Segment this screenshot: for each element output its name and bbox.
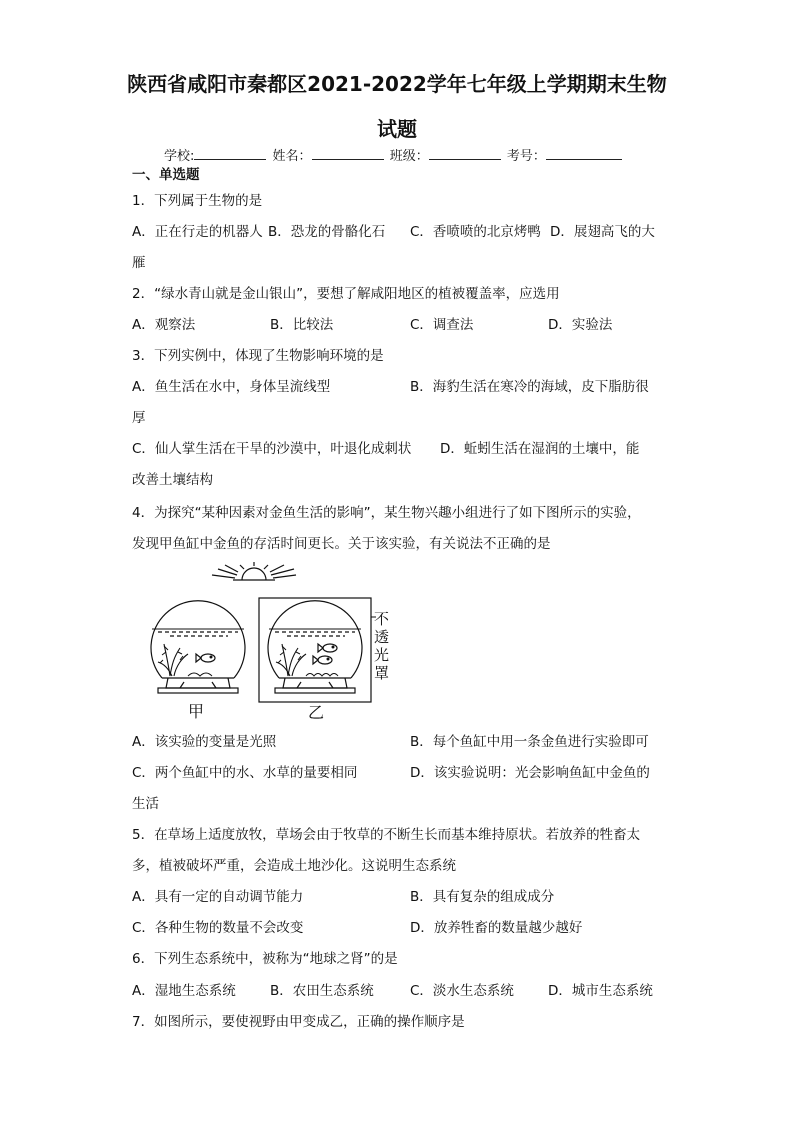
page-title: 陕西省咸阳市秦都区2021-2022学年七年级上学期期末生物 bbox=[127, 72, 667, 96]
opaque-cover-box bbox=[259, 598, 371, 702]
q4-option-c: C．两个鱼缸中的水、水草的量要相同 bbox=[132, 765, 358, 781]
q4-option-b: B．每个鱼缸中用一条金鱼进行实验即可 bbox=[410, 734, 649, 750]
class-label: 班级： bbox=[389, 149, 429, 164]
q1-option-d: D．展翅高飞的大 bbox=[550, 224, 655, 240]
question-5-stem: 5．在草场上适度放牧，草场会由于牧草的不断生长而基本维持原状。若放养的牲畜太 bbox=[132, 827, 641, 843]
question-5-stem-cont: 多，植被破坏严重，会造成土地沙化。这说明生态系统 bbox=[132, 858, 456, 874]
tank-yi bbox=[268, 601, 362, 693]
fish-tank-diagram bbox=[128, 562, 408, 722]
q2-option-c: C．调查法 bbox=[410, 317, 474, 333]
class-blank[interactable] bbox=[429, 147, 501, 160]
school-label: 学校: bbox=[164, 149, 195, 164]
question-3-stem: 3．下列实例中，体现了生物影响环境的是 bbox=[132, 348, 384, 364]
q3-option-c: C．仙人掌生活在干旱的沙漠中，叶退化成刺状 bbox=[132, 441, 412, 457]
label-yi: 乙 bbox=[308, 703, 325, 722]
q5-option-d: D．放养牲畜的数量越少越好 bbox=[410, 920, 583, 936]
q1-option-a: A．正在行走的机器人 bbox=[132, 224, 263, 240]
number-blank[interactable] bbox=[546, 147, 622, 160]
svg-text:光: 光 bbox=[374, 646, 390, 664]
name-label: 姓名： bbox=[272, 149, 312, 164]
student-info-row bbox=[164, 145, 624, 164]
number-label: 考号： bbox=[506, 149, 546, 164]
q2-option-a: A．观察法 bbox=[132, 317, 196, 333]
svg-text:不: 不 bbox=[374, 610, 390, 628]
q3-option-a: A．鱼生活在水中，身体呈流线型 bbox=[132, 379, 331, 395]
label-jia: 甲 bbox=[188, 702, 205, 721]
q6-option-b: B．农田生态系统 bbox=[270, 983, 374, 999]
q3-option-b-cont: 厚 bbox=[132, 410, 146, 426]
page-title-continued: 试题 bbox=[377, 117, 417, 141]
q2-option-d: D．实验法 bbox=[548, 317, 613, 333]
q6-option-c: C．淡水生态系统 bbox=[410, 983, 514, 999]
question-2-stem: 2．“绿水青山就是金山银山”，要想了解咸阳地区的植被覆盖率，应选用 bbox=[132, 286, 560, 302]
name-blank[interactable] bbox=[312, 147, 384, 160]
svg-text:透: 透 bbox=[374, 628, 390, 646]
q4-option-d-cont: 生活 bbox=[132, 796, 159, 812]
q3-option-b: B．海豹生活在寒冷的海域，皮下脂肪很 bbox=[410, 379, 649, 395]
section-heading: 一、单选题 bbox=[132, 167, 200, 183]
question-4-stem-cont: 发现甲鱼缸中金鱼的存活时间更长。关于该实验，有关说法不正确的是 bbox=[132, 536, 551, 552]
sun-icon bbox=[212, 562, 296, 580]
question-4-stem: 4．为探究“某种因素对金鱼生活的影响”，某生物兴趣小组进行了如下图所示的实验， bbox=[132, 505, 641, 521]
cover-label bbox=[374, 610, 389, 682]
q2-option-b: B．比较法 bbox=[270, 317, 334, 333]
q4-option-a: A．该实验的变量是光照 bbox=[132, 734, 277, 750]
goldfish-experiment-figure bbox=[128, 562, 408, 722]
q3-option-d: D．蚯蚓生活在湿润的土壤中，能 bbox=[440, 441, 640, 457]
q5-option-b: B．具有复杂的组成成分 bbox=[410, 889, 555, 905]
q5-option-a: A．具有一定的自动调节能力 bbox=[132, 889, 304, 905]
question-6-stem: 6．下列生态系统中，被称为“地球之肾”的是 bbox=[132, 951, 398, 967]
q3-option-d-cont: 改善土壤结构 bbox=[132, 472, 213, 488]
svg-text:罩: 罩 bbox=[374, 664, 390, 682]
q1-option-d-cont: 雁 bbox=[132, 255, 146, 271]
q1-option-b: B．恐龙的骨骼化石 bbox=[268, 224, 386, 240]
tank-jia bbox=[151, 601, 245, 693]
q4-option-d: D．该实验说明：光会影响鱼缸中金鱼的 bbox=[410, 765, 650, 781]
q5-option-c: C．各种生物的数量不会改变 bbox=[132, 920, 304, 936]
q6-option-d: D．城市生态系统 bbox=[548, 983, 653, 999]
q6-option-a: A．湿地生态系统 bbox=[132, 983, 236, 999]
school-blank[interactable] bbox=[194, 147, 266, 160]
question-1-stem: 1．下列属于生物的是 bbox=[132, 193, 263, 209]
q1-option-c: C．香喷喷的北京烤鸭 bbox=[410, 224, 541, 240]
question-7-stem: 7．如图所示，要使视野由甲变成乙，正确的操作顺序是 bbox=[132, 1014, 465, 1030]
